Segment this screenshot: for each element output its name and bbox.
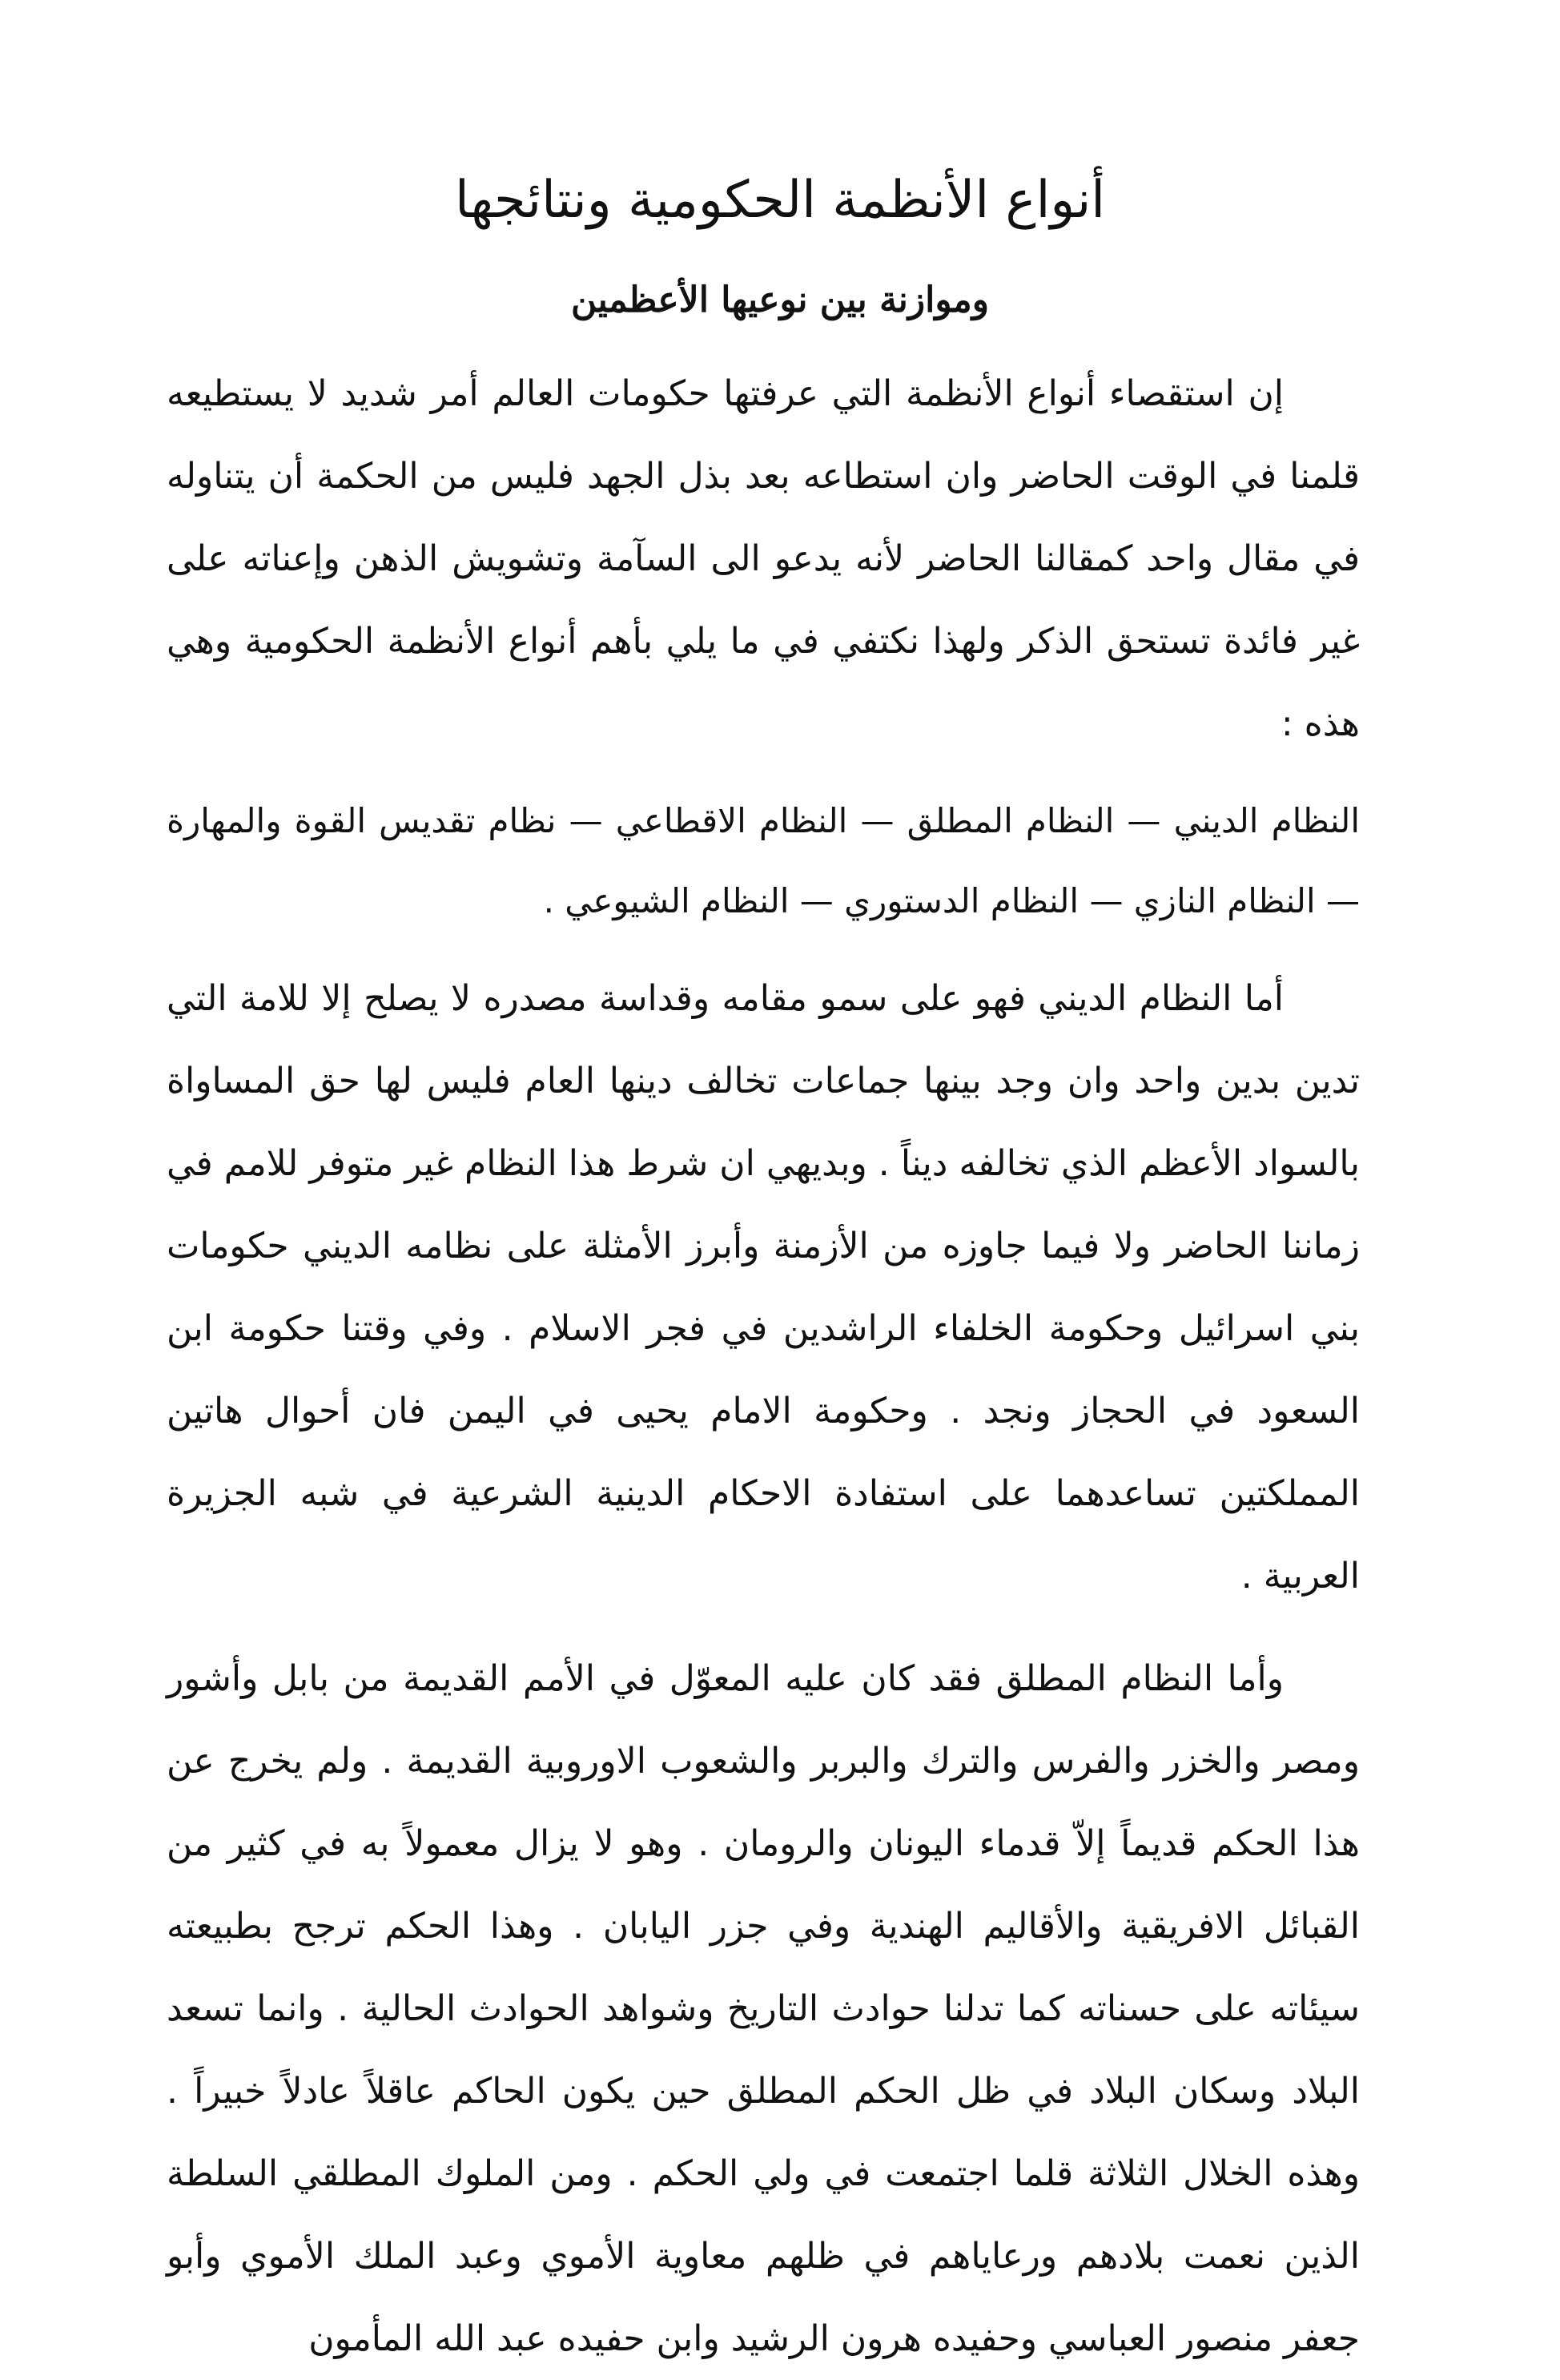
paragraph-systems-list: النظام الديني — النظام المطلق — النظام الاقطاعي — نظام تقديس القوة والمهارة — النظام النازي — النظام الدستوري — النظام الشيوعي . (167, 801, 1360, 920)
paragraph-absolute-system: وأما النظام المطلق فقد كان عليه المعوّل في الأمم القديمة من بابل وأشور ومصر والخزر والفرس والترك والبربر والشعوب الاوروبية القديمة . ولم يخرج عن هذا الحكم قديماً إلاّ قدماء اليونان والرومان . وهو لا يزال معمولاً به في كثير من القبائل الافريقية والأقاليم الهندية وفي جزر اليابان . وهذا الحكم ترجح بطبيعته سيئاته على حسناته كما تدلنا حوادث التاريخ وشواهد الحوادث الحالية . وانما تسعد البلاد وسكان البلاد في ظل الحكم المطلق حين يكون الحاكم عاقلاً عادلاً خبيراً . وهذه الخلال الثلاثة قلما اجتمعت في ولي الحكم . ومن الملوك المطلقي السلطة الذين نعمت بلادهم ورعاياهم في ظلهم معاوية الأموي وعبد الملك الأموي وأبو جعفر منصور العباسي وحفيده هرون الرشيد وابن حفيده عبد الله المأمون (167, 1658, 1360, 2359)
paragraph-intro: إن استقصاء أنواع الأنظمة التي عرفتها حكومات العالم أمر شديد لا يستطيعه قلمنا في الوقت الحاضر وان استطاعه بعد بذل الجهد فليس من الحكمة أن يتناوله في مقال واحد كمقالنا الحاضر لأنه يدعو الى السآمة وتشويش الذهن وإعناته على غير فائدة تستحق الذكر ولهذا نكتفي في ما يلي بأهم أنواع الأنظمة الحكومية وهي هذه : (167, 373, 1360, 744)
document-body (167, 352, 1360, 2380)
document-title: أنواع الأنظمة الحكومية ونتائجها (454, 171, 1106, 230)
document-subtitle: وموازنة بين نوعيها الأعظمين (571, 280, 989, 320)
paragraph-religious-system: أما النظام الديني فهو على سمو مقامه وقداسة مصدره لا يصلح إلا للامة التي تدين بدين واحد وان وجد بينها جماعات تخالف دينها العام فليس لها حق المساواة بالسواد الأعظم الذي تخالفه ديناً . وبديهي ان شرط هذا النظام غير متوفر للامم في زماننا الحاضر ولا فيما جاوزه من الأزمنة وأبرز الأمثلة على نظامه الديني حكومات بني اسرائيل وحكومة الخلفاء الراشدين في فجر الاسلام . وفي وقتنا حكومة ابن السعود في الحجاز ونجد . وحكومة الامام يحيى في اليمن فان أحوال هاتين المملكتين تساعدهما على استفادة الاحكام الدينية الشرعية في شبه الجزيرة العربية . (167, 978, 1360, 1597)
